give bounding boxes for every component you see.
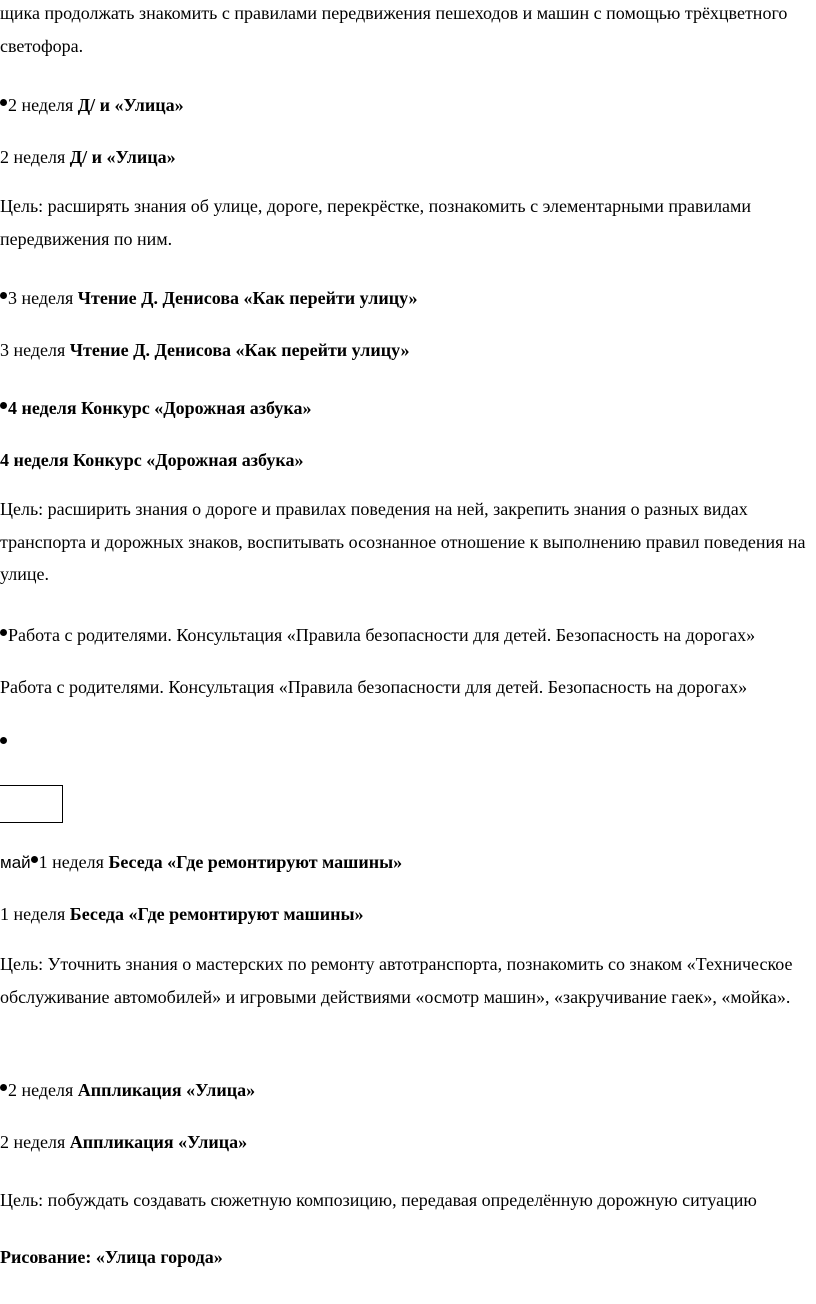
item-title: Чтение Д. Денисова «Как перейти улицу» [77,288,418,308]
item-week2 [0,146,176,168]
item-prefix: 2 неделя [0,147,70,167]
bullet-icon [0,99,7,106]
item-title: Аппликация «Улица» [69,1132,248,1152]
paragraph-goal-1: Цель: расширять знания об улице, дороге, перекрёстке, познакомить с элементарными правилами передвижения по ним. [0,196,752,249]
item-title: Беседа «Где ремонтируют машины» [69,904,364,924]
item-week3-bullet [0,287,418,309]
item-prefix: 1 неделя [0,904,70,924]
paragraph-intro: щика продолжать знакомить с правилами передвижения пешеходов и машин с помощью трёхцветного светофора. [0,3,788,56]
item-text: Работа с родителями. Консультация «Правила безопасности для детей. Безопасность на дорогах» [8,625,756,645]
item-text: Работа с родителями. Консультация «Правила безопасности для детей. Безопасность на дорогах» [0,677,748,697]
item-title: 4 неделя Конкурс «Дорожная азбука» [8,398,312,418]
item-drawing [0,1246,223,1268]
empty-table-cell [0,785,63,823]
paragraph-goal-2: Цель: расширить знания о дороге и правилах поведения на ней, закрепить знания о разных видах транспорта и дорожных знаков, воспитывать осознанное отношение к выполнению правил поведения на улице. [0,499,806,584]
item-may-week2-bullet [0,1079,255,1101]
bullet-icon [31,856,38,863]
paragraph-goal-3: Цель: Уточнить знания о мастерских по ремонту автотранспорта, познакомить со знаком «Техническое обслуживание автомобилей» и игровыми действиями «осмотр машин», «закручивание гаек», «мойка». [0,954,793,1007]
paragraph-goal-4: Цель: побуждать создавать сюжетную композицию, передавая определённую дорожную ситуацию [0,1190,757,1210]
bullet-icon [0,629,7,636]
item-title: Аппликация «Улица» [77,1080,256,1100]
item-title: 4 неделя Конкурс «Дорожная азбука» [0,450,304,470]
month-label: май [0,853,31,872]
item-week4 [0,449,303,471]
item-prefix: 2 неделя [0,1132,70,1152]
item-prefix: 3 неделя [8,288,78,308]
item-week3 [0,339,410,361]
item-prefix: 3 неделя [0,340,70,360]
item-title: Д/ и «Улица» [69,147,176,167]
item-title: Чтение Д. Денисова «Как перейти улицу» [69,340,410,360]
item-prefix: 1 неделя [38,852,109,872]
item-week4-bullet [0,397,311,419]
item-title: Беседа «Где ремонтируют машины» [108,852,403,872]
bullet-icon [0,737,7,744]
item-may-week2 [0,1131,247,1153]
bullet-icon [0,1084,7,1091]
bullet-icon [0,402,7,409]
item-title: Рисование: «Улица города» [0,1247,223,1267]
bullet-icon [0,292,7,299]
item-parents [0,676,747,698]
item-week2-bullet [0,94,184,116]
item-title: Д/ и «Улица» [77,95,184,115]
item-may-week1 [0,903,364,925]
item-may-week1-bullet [0,851,402,874]
item-parents-bullet [0,624,755,646]
item-prefix: 2 неделя [8,1080,78,1100]
empty-bullet-item [0,732,8,754]
item-prefix: 2 неделя [8,95,78,115]
